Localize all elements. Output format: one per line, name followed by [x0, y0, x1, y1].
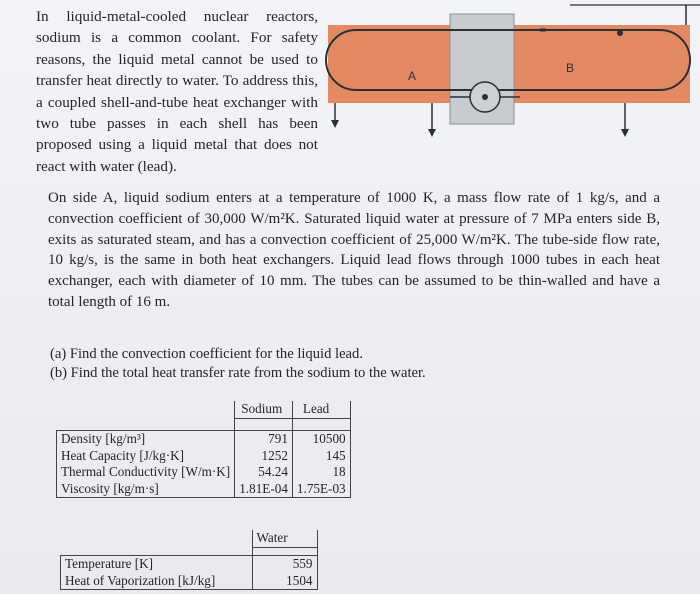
problem-statement: On side A, liquid sodium enters at a temperature of 1000 K, a mass flow rate of 1 kg/s, and a convection coefficient of 30,000 W/m²K. Saturated liquid water at pressure of 7 MPa enters side B, exits as saturated steam, and has a convection coefficient of 25,000 W/m²K. The tube-side flow rate, 10 kg/s, is the same in both heat exchangers. Liquid lead flows through 1000 tubes in each heat exchanger, each with diameter of 10 mm. The tubes can be assumed to be thin-walled and have a total length of 16 m.: [48, 190, 660, 310]
sodium-cell: 54.24: [235, 464, 293, 481]
row-label: Heat Capacity [J/kg·K]: [57, 448, 235, 465]
row-label: Density [kg/m³]: [57, 431, 235, 448]
water-cell: 559: [252, 556, 317, 573]
label-side-a: A: [408, 69, 417, 83]
row-label: Temperature [K]: [61, 556, 253, 573]
label-side-b: B: [566, 61, 575, 75]
header-sodium: Sodium: [235, 401, 293, 418]
lead-cell: 10500: [292, 431, 350, 448]
intro-paragraph: In liquid-metal-cooled nuclear reactors, sodium is a common coolant. For safety reasons, the liquid metal cannot be used to transfer heat directly to water. To address this, a coupled shell-and-tube heat exchanger with two tube passes in each shell has been proposed using a liquid metal that does not react with water (lead).: [36, 8, 318, 175]
heat-exchanger-diagram: [320, 0, 700, 155]
sodium-cell: 1252: [235, 448, 293, 465]
header-water: Water: [252, 530, 317, 547]
lead-cell: 18: [292, 464, 350, 481]
sodium-cell: 1.81E-04: [235, 481, 293, 498]
lead-cell: 145: [292, 448, 350, 465]
question-a: (a) Find the convection coefficient for the liquid lead.: [50, 346, 363, 362]
row-label: Thermal Conductivity [W/m·K]: [57, 464, 235, 481]
water-properties-table: [60, 530, 318, 590]
sodium-cell: 791: [235, 431, 293, 448]
header-lead: Lead: [292, 401, 350, 418]
row-label: Heat of Vaporization [kJ/kg]: [61, 573, 253, 590]
metal-properties-table: [56, 401, 351, 498]
water-cell: 1504: [252, 573, 317, 590]
lead-cell: 1.75E-03: [292, 481, 350, 498]
row-label: Viscosity [kg/m·s]: [57, 481, 235, 498]
question-b: (b) Find the total heat transfer rate from the sodium to the water.: [50, 365, 426, 381]
